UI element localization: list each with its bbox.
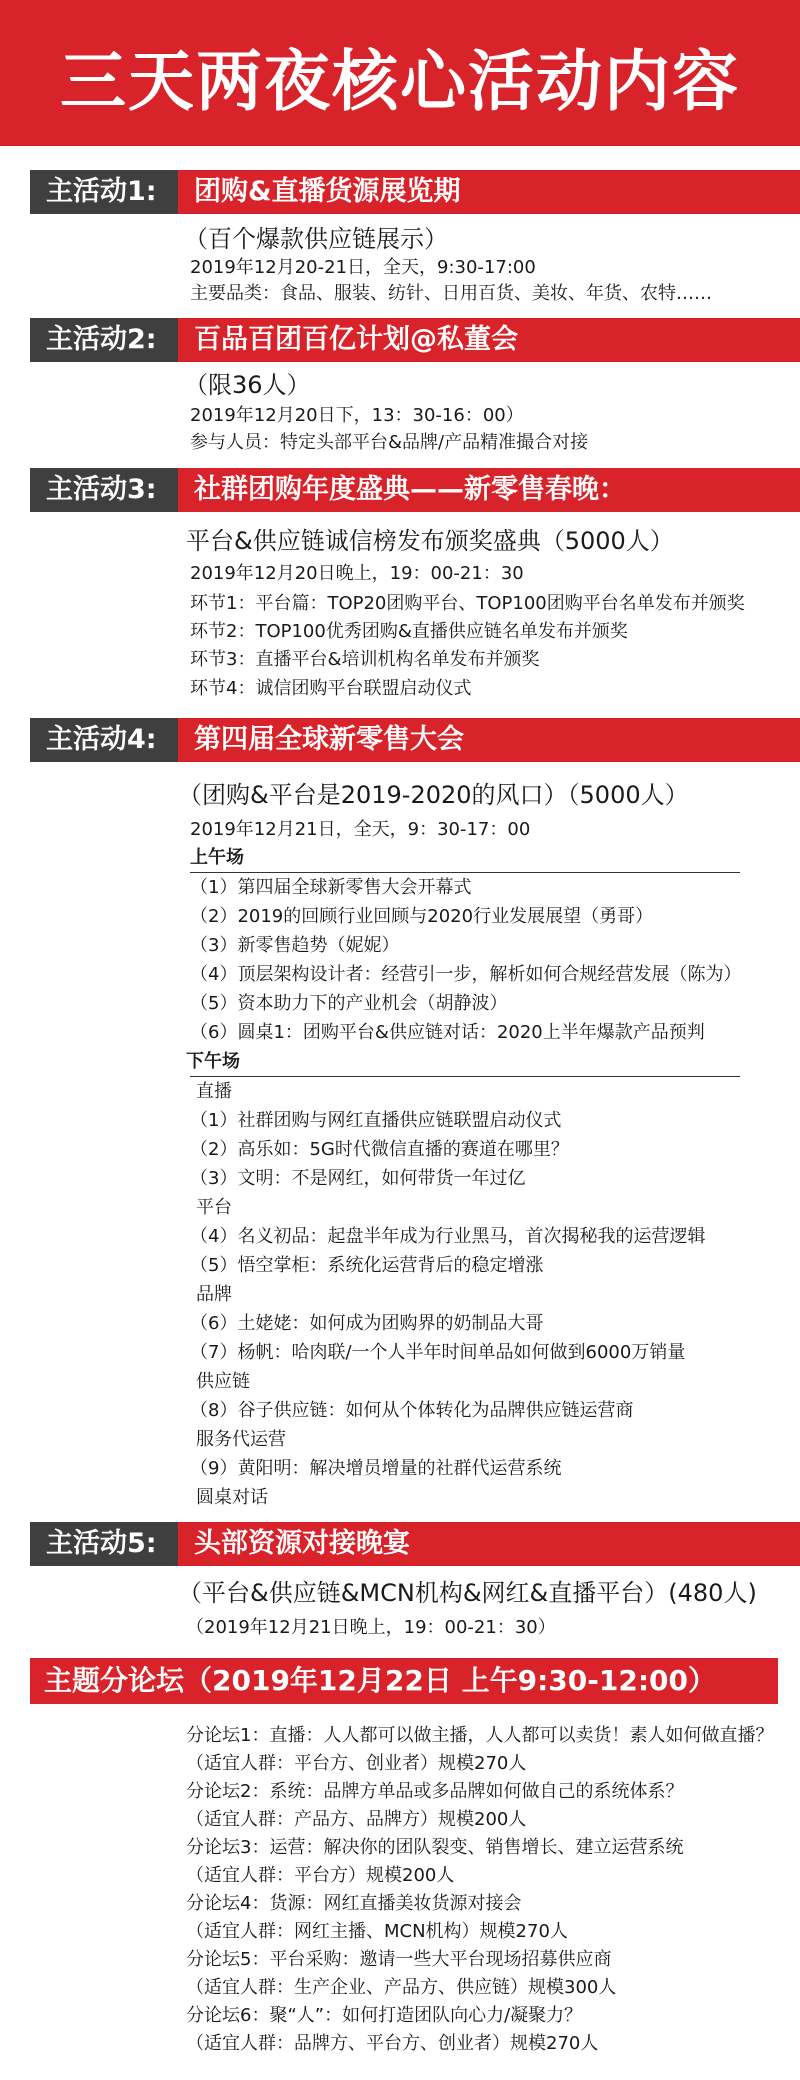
activity-label: 主活动4: xyxy=(30,718,178,762)
list-item: （3）文明：不是网红，如何带货一年过亿 xyxy=(190,1168,526,1189)
list-item: （5）资本助力下的产业机会（胡静波） xyxy=(190,993,508,1014)
list-item: （5）悟空掌柜：系统化运营背后的稳定增涨 xyxy=(190,1255,544,1276)
list-item: （3）新零售趋势（妮妮） xyxy=(190,935,400,956)
activity-title: 社群团购年度盛典——新零售春晚： xyxy=(178,468,800,512)
activity-line: 2019年12月21日，全天，9：30-17：00 xyxy=(190,819,531,840)
activity-line: 环节1：平台篇：TOP20团购平台、TOP100团购平台名单发布并颁奖 xyxy=(190,593,745,614)
list-item: （1）第四届全球新零售大会开幕式 xyxy=(190,877,472,898)
session-heading: 上午场 xyxy=(190,847,244,868)
activity-subtitle: （限36人） xyxy=(184,371,311,399)
activity-line: 参与人员：特定头部平台&品牌/产品精准撮合对接 xyxy=(190,432,589,453)
session-heading: 下午场 xyxy=(186,1051,240,1072)
forum-line: （适宜人群：平台方）规模200人 xyxy=(186,1865,455,1886)
list-item: 直播 xyxy=(196,1081,232,1102)
divider xyxy=(190,872,740,873)
list-item: （4）名义初品：起盘半年成为行业黑马，首次揭秘我的运营逻辑 xyxy=(190,1226,706,1247)
list-item: 圆桌对话 xyxy=(196,1487,268,1508)
list-item: （8）谷子供应链：如何从个体转化为品牌供应链运营商 xyxy=(190,1400,634,1421)
forum-line: 分论坛5：平台采购：邀请一些大平台现场招募供应商 xyxy=(186,1949,612,1970)
activity-label: 主活动2: xyxy=(30,318,178,362)
activity-title: 百品百团百亿计划@私董会 xyxy=(178,318,800,362)
forum-line: （适宜人群：网红主播、MCN机构）规模270人 xyxy=(186,1921,568,1942)
divider xyxy=(190,1076,740,1077)
list-item: 服务代运营 xyxy=(196,1429,286,1450)
list-item: 供应链 xyxy=(196,1371,250,1392)
activity-subtitle: （平台&供应链&MCN机构&网红&直播平台）(480人) xyxy=(178,1579,757,1607)
header-banner xyxy=(0,0,800,146)
activity-title: 第四届全球新零售大会 xyxy=(178,718,800,762)
activity-title: 头部资源对接晚宴 xyxy=(178,1522,800,1566)
forum-line: （适宜人群：品牌方、平台方、创业者）规模270人 xyxy=(186,2033,599,2054)
forum-line: 分论坛6：聚“人”：如何打造团队向心力/凝聚力？ xyxy=(186,2005,583,2026)
activity-line: 主要品类：食品、服装、纺针、日用百货、美妆、年货、农特…… xyxy=(190,283,712,304)
list-item: 品牌 xyxy=(196,1284,232,1305)
activity-subtitle: （百个爆款供应链展示） xyxy=(184,225,448,253)
activity-line: 2019年12月20日下，13：30-16：00） xyxy=(190,405,524,426)
list-item: （6）土姥姥：如何成为团购界的奶制品大哥 xyxy=(190,1313,544,1334)
list-item: （1）社群团购与网红直播供应链联盟启动仪式 xyxy=(190,1110,562,1131)
forum-header: 主题分论坛（2019年12月22日 上午9:30-12:00） xyxy=(30,1658,778,1704)
activity-label: 主活动5: xyxy=(30,1522,178,1566)
forum-line: 分论坛4：货源：网红直播美妆货源对接会 xyxy=(186,1893,522,1914)
activity-subtitle: （团购&平台是2019-2020的风口）（5000人） xyxy=(178,781,689,809)
forum-line: 分论坛1：直播：人人都可以做主播，人人都可以卖货！素人如何做直播？ xyxy=(186,1725,774,1746)
activity-line: 环节2：TOP100优秀团购&直播供应链名单发布并颁奖 xyxy=(190,621,628,642)
list-item: （7）杨帆：哈肉联/一个人半年时间单品如何做到6000万销量 xyxy=(190,1342,686,1363)
list-item: 平台 xyxy=(196,1197,232,1218)
forum-line: 分论坛3：运营：解决你的团队裂变、销售增长、建立运营系统 xyxy=(186,1837,684,1858)
forum-line: （适宜人群：生产企业、产品方、供应链）规模300人 xyxy=(186,1977,617,1998)
list-item: （6）圆桌1：团购平台&供应链对话：2020上半年爆款产品预判 xyxy=(190,1022,705,1043)
list-item: （2）2019的回顾行业回顾与2020行业发展展望（勇哥） xyxy=(190,906,654,927)
activity-line: 环节3：直播平台&培训机构名单发布并颁奖 xyxy=(190,649,540,670)
activity-label: 主活动3: xyxy=(30,468,178,512)
activity-line: 环节4：诚信团购平台联盟启动仪式 xyxy=(190,678,472,699)
activity-label: 主活动1: xyxy=(30,170,178,214)
list-item: （9）黄阳明：解决增员增量的社群代运营系统 xyxy=(190,1458,562,1479)
list-item: （2）高乐如：5G时代微信直播的赛道在哪里？ xyxy=(190,1139,569,1160)
activity-subtitle: 平台&供应链诚信榜发布颁奖盛典（5000人） xyxy=(186,527,674,555)
page-title: 三天两夜核心活动内容 xyxy=(60,43,740,120)
forum-line: （适宜人群：产品方、品牌方）规模200人 xyxy=(186,1809,527,1830)
activity-line: （2019年12月21日晚上，19：00-21：30） xyxy=(186,1617,556,1638)
forum-line: （适宜人群：平台方、创业者）规模270人 xyxy=(186,1753,527,1774)
forum-line: 分论坛2：系统：品牌方单品或多品牌如何做自己的系统体系？ xyxy=(186,1781,684,1802)
activity-title: 团购&直播货源展览期 xyxy=(178,170,800,214)
list-item: （4）顶层架构设计者：经营引一步，解析如何合规经营发展（陈为） xyxy=(190,964,742,985)
activity-line: 2019年12月20日晚上，19：00-21：30 xyxy=(190,563,524,584)
activity-line: 2019年12月20-21日，全天，9:30-17:00 xyxy=(190,257,536,278)
